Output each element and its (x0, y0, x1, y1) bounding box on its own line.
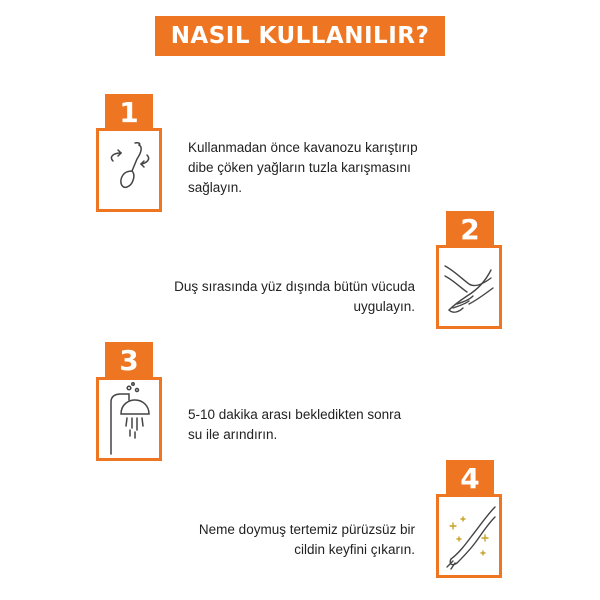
step-number-badge: 1 (105, 94, 153, 130)
step-text: Duş sırasında yüz dışında bütün vücuda uygulayın. (174, 279, 415, 314)
shower-icon (99, 380, 159, 458)
step-icon-frame (436, 245, 502, 329)
step-number-badge: 4 (446, 460, 494, 496)
step-number-badge: 2 (446, 211, 494, 247)
hands-massage-icon (439, 248, 499, 326)
stir-spoon-icon (99, 131, 159, 209)
step-icon-frame (96, 377, 162, 461)
step-text: Neme doymuş tertemiz pürüzsüz bir cildin keyfini çıkarın. (198, 522, 415, 557)
step-number-badge: 3 (105, 342, 153, 378)
step-icon-frame (96, 128, 162, 212)
sparkling-arm-icon (439, 497, 499, 575)
step-icon-frame (436, 494, 502, 578)
page-title: NASIL KULLANILIR? (155, 16, 445, 56)
step-text: Kullanmadan önce kavanozu karıştırıp dibe çöken yağların tuzla karışmasını sağlayın. (188, 140, 418, 195)
step-text: 5-10 dakika arası bekledikten sonra su ile arındırın. (188, 407, 402, 442)
